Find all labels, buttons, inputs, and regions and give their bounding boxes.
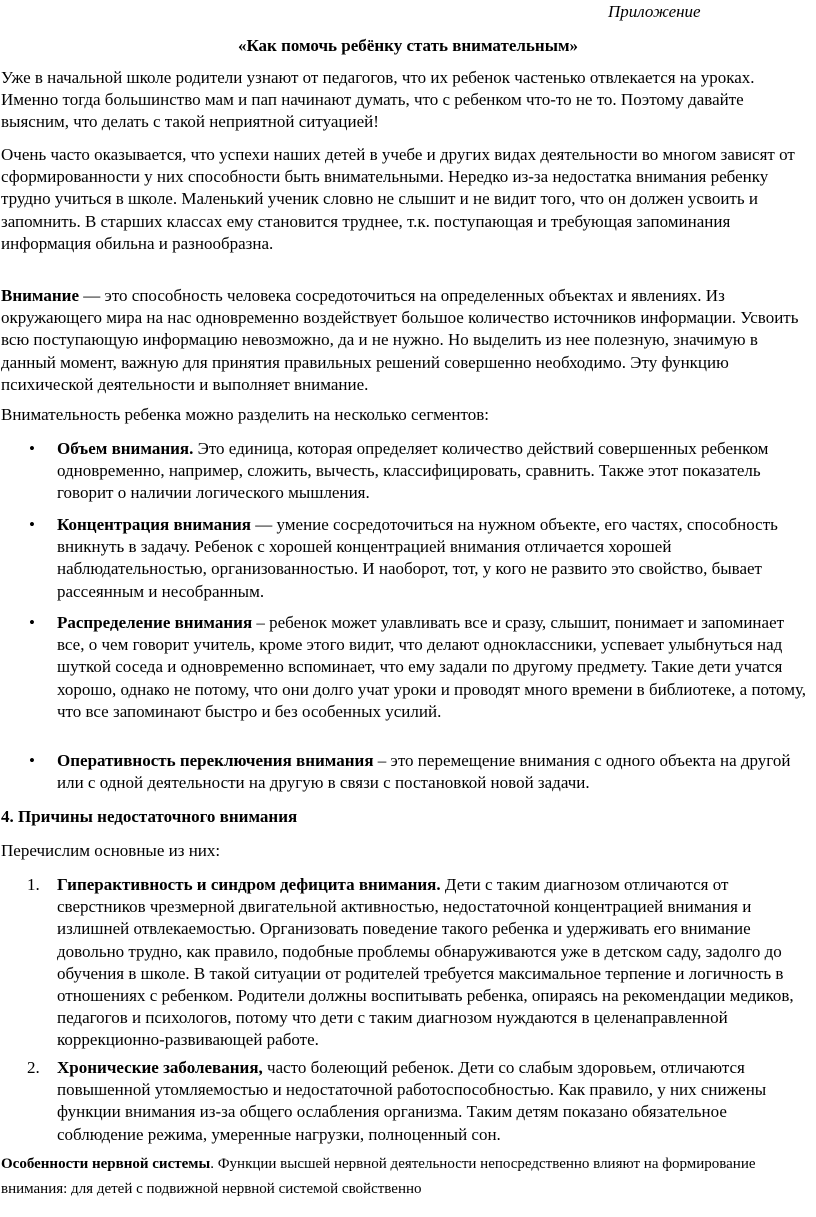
cause-term: Хронические заболевания,	[57, 1058, 263, 1077]
segment-term: Концентрация внимания	[57, 515, 251, 534]
nervous-system-paragraph	[1, 1152, 813, 1202]
definition-text: — это способность человека сосредоточиться на определенных объектах и явлениях. Из окружающего мира на нас одновременно воздействует большое количество источников информации. Усвоить всю поступающую информацию невозможно, да и не нужно. Но выделить из нее полезную, значимую в данный момент, важную для принятия правильных решений совершенно необходимо. Эту функцию психической деятельности и выполняет внимание.	[1, 286, 799, 394]
segment-item-concentration	[29, 514, 813, 603]
nervous-term: Особенности нервной системы	[1, 1156, 211, 1172]
bullet-icon: •	[29, 613, 35, 632]
list-number: 2.	[27, 1058, 40, 1077]
definition-paragraph	[1, 285, 813, 396]
cause-text: часто болеющий ребенок. Дети со слабым здоровьем, отличаются повышенной утомляемостью и недостаточной работоспособностью. Как правило, у них снижены функции внимания из-за общего ослабления организма. Таким детям показано обязательное соблюдение режима, умеренные нагрузки, полноценный сон.	[57, 1058, 767, 1144]
segment-item-volume	[29, 438, 813, 505]
page-title: «Как помочь ребёнку стать внимательным»	[237, 36, 579, 55]
segment-term: Объем внимания.	[57, 439, 194, 458]
bullet-icon: •	[29, 515, 35, 534]
segment-term: Оперативность переключения внимания	[57, 751, 374, 770]
appendix-label: Приложение	[608, 2, 701, 21]
bullet-icon: •	[29, 439, 35, 458]
segment-item-distribution	[29, 612, 813, 723]
segments-intro: Внимательность ребенка можно разделить на несколько сегментов:	[1, 405, 489, 424]
list-number: 1.	[27, 875, 40, 894]
cause-item-hyperactivity	[27, 874, 813, 1052]
bullet-icon: •	[29, 751, 35, 770]
nervous-text: . Функции высшей нервной деятельности непосредственно влияют на формирование внимания: для детей с подвижной нервной системой свойственно	[1, 1156, 756, 1197]
intro-paragraph-2: Очень часто оказывается, что успехи наших детей в учебе и других видах деятельности во многом зависят от сформированности у них способности быть внимательными. Нередко из-за недостатка внимания ребенку трудно учиться в школе. Маленький ученик словно не слышит и не видит того, что он должен усвоить и запомнить. В старших классах ему становится труднее, т.к. поступающая и требующая запоминания информация обильна и разнообразна.	[1, 145, 795, 253]
segment-text: Это единица, которая определяет количество действий совершенных ребенком одновременно, например, сложить, вычесть, классифицировать, сравнить. Также этот показатель говорит о наличии логического мышления.	[57, 439, 769, 503]
segment-term: Распределение внимания	[57, 613, 253, 632]
segment-text: — умение сосредоточиться на нужном объекте, его частях, способность вникнуть в задачу. Ребенок с хорошей концентрацией внимания отличается хорошей наблюдательностью, организованностью. И наоборот, тот, у кого не развито это свойство, бывает рассеянным и несобранным.	[57, 515, 778, 601]
definition-term: Внимание	[1, 286, 80, 305]
section-heading: 4. Причины недостаточного внимания	[1, 807, 298, 826]
segment-item-switching	[29, 750, 813, 794]
segment-text: – ребенок может улавливать все и сразу, слышит, понимает и запоминает все, о чем говорит учитель, кроме этого видит, что делают одноклассники, успевает улыбнуться над шуткой соседа и одновременно вспоминает, что ему задали по другому предмету. Такие дети учатся хорошо, однако не потому, что они долго учат уроки и проводят много времени в библиотеке, а потому, что все запоминают быстро и без особенных усилий.	[57, 613, 807, 721]
segment-text: – это перемещение внимания с одного объекта на другой или с одной деятельности на другую в связи с постановкой новой задачи.	[57, 751, 791, 793]
section-intro: Перечислим основные из них:	[1, 841, 221, 860]
cause-item-chronic	[27, 1057, 813, 1146]
intro-paragraph-1: Уже в начальной школе родители узнают от педагогов, что их ребенок частенько отвлекается на уроках. Именно тогда большинство мам и пап начинают думать, что с ребенком что-то не то. Поэтому давайте выясним, что делать с такой неприятной ситуацией!	[1, 68, 755, 132]
cause-term: Гиперактивность и синдром дефицита внимания.	[57, 875, 441, 894]
cause-text: Дети с таким диагнозом отличаются от сверстников чрезмерной двигательной активностью, недостаточной концентрацией внимания и излишней отвлекаемостью. Организовать поведение такого ребенка и удерживать его внимание довольно трудно, как правило, подобные проблемы обнаруживаются уже в детском саду, задолго до обучения в школе. В такой ситуации от родителей требуется максимальное терпение и логичность в отношениях с ребенком. Родители должны воспитывать ребенка, опираясь на рекомендации медиков, педагогов и психологов, потому что дети с таким диагнозом нуждаются в целенаправленной коррекционно-развивающей работе.	[57, 875, 794, 1050]
